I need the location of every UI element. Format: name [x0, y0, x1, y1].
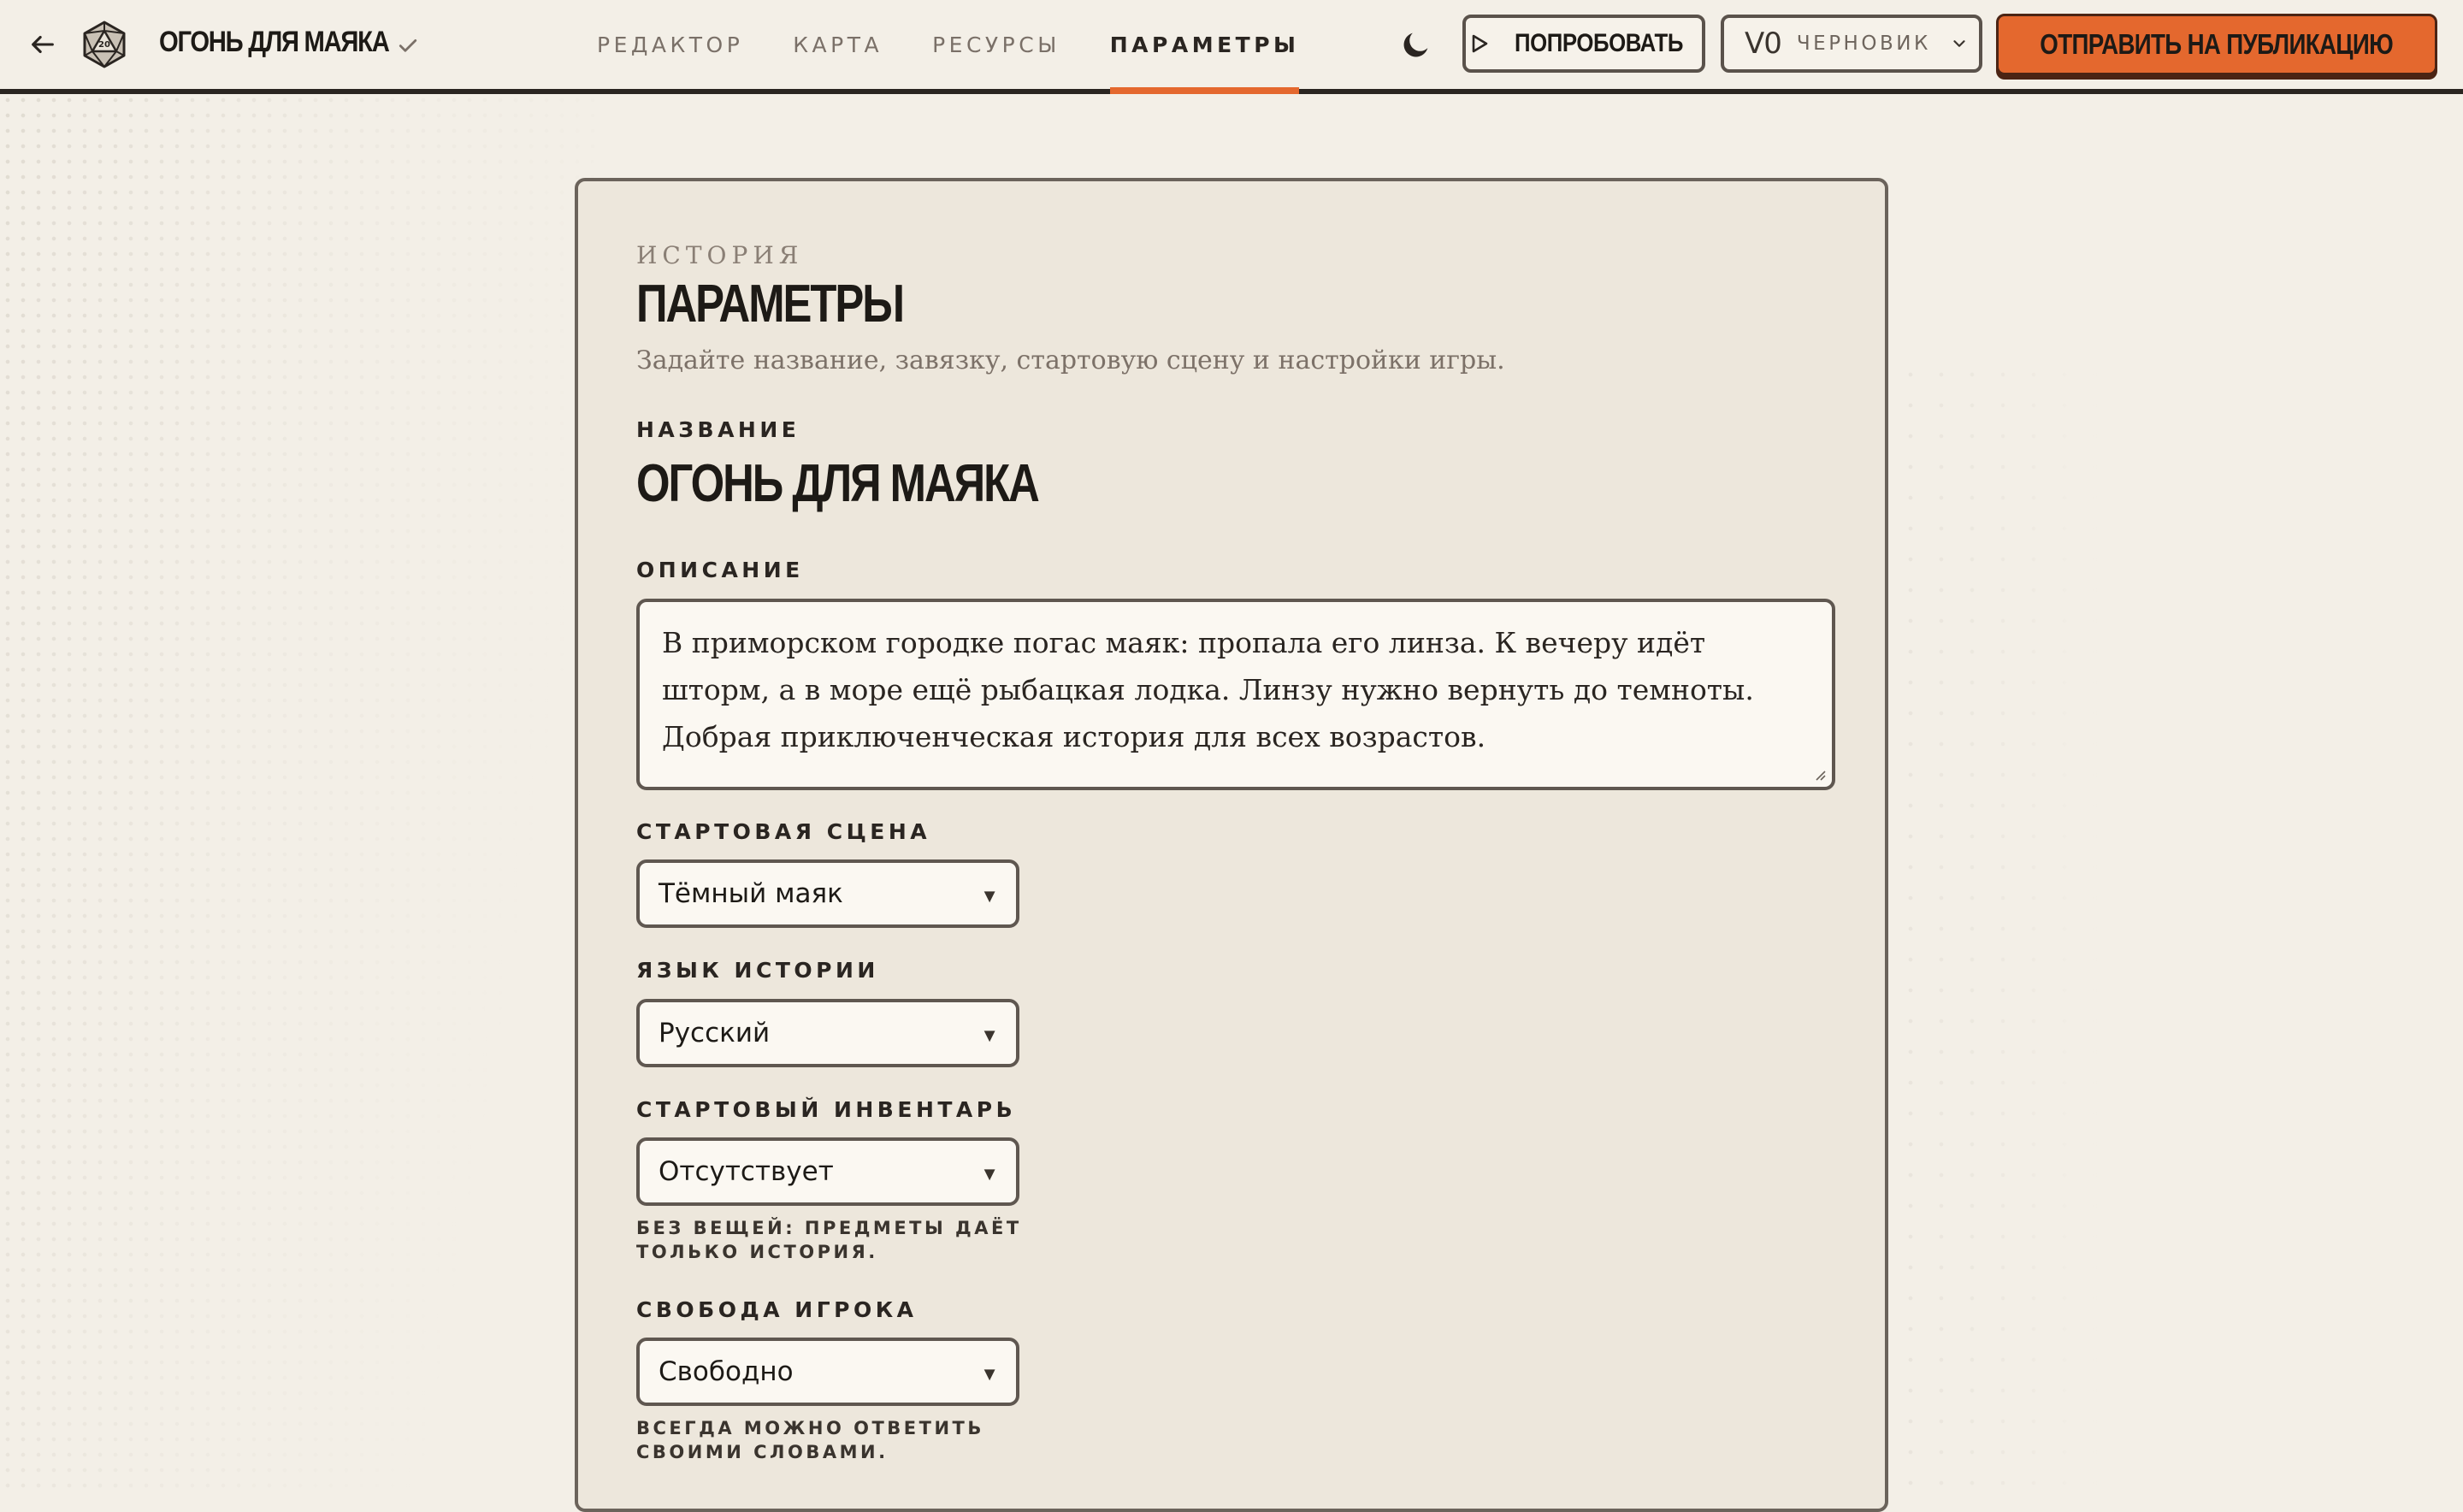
inventory-label: СТАРТОВЫЙ ИНВЕНТАРЬ [636, 1097, 1017, 1122]
story-title: ОГОНЬ ДЛЯ МАЯКА [159, 26, 389, 58]
top-bar [0, 0, 2463, 94]
play-icon [1470, 33, 1489, 54]
freedom-hint: ВСЕГДА МОЖНО ОТВЕТИТЬ СВОИМИ СЛОВАМИ. [636, 1418, 984, 1462]
try-button-label: ПОПРОБОВАТЬ [1515, 29, 1684, 57]
tab-editor[interactable]: РЕДАКТОР [597, 32, 744, 57]
description-text: В приморском городке погас маяк: пропала его линза. К вечеру идёт шторм, а в море ещё рыбацкая лодка. Линзу нужно вернуть до темноты. Добрая приключенческая история для всех возрастов. [662, 626, 1754, 753]
arrow-left-icon [28, 30, 57, 59]
language-select[interactable] [636, 999, 1019, 1067]
start-scene-label: СТАРТОВАЯ СЦЕНА [636, 819, 931, 844]
inventory-hint: БЕЗ ВЕЩЕЙ: ПРЕДМЕТЫ ДАЁТ ТОЛЬКО ИСТОРИЯ. [636, 1218, 1022, 1262]
background-dot-pattern [0, 92, 599, 1491]
language-value: Русский [659, 1018, 771, 1048]
dropdown-arrow-icon: ▼ [980, 1163, 999, 1184]
background-dot-pattern-right [1864, 359, 2206, 1491]
main-tabs [597, 0, 1349, 89]
moon-icon[interactable] [1399, 27, 1433, 62]
description-textarea[interactable] [636, 599, 1835, 790]
svg-text:20: 20 [98, 40, 110, 50]
name-label: НАЗВАНИЕ [636, 417, 800, 442]
chevron-down-icon [1950, 34, 1969, 53]
try-button[interactable] [1462, 15, 1705, 73]
language-label: ЯЗЫК ИСТОРИИ [636, 958, 879, 983]
freedom-label: СВОБОДА ИГРОКА [636, 1297, 918, 1322]
name-field[interactable]: ОГОНЬ ДЛЯ МАЯКА [636, 454, 1038, 513]
version-status: ЧЕРНОВИК [1796, 32, 1931, 55]
d20-die-icon [82, 21, 127, 68]
dropdown-arrow-icon: ▼ [980, 885, 999, 907]
dropdown-arrow-icon: ▼ [980, 1025, 999, 1046]
resize-handle-icon[interactable] [1811, 766, 1827, 782]
tab-parameters[interactable]: ПАРАМЕТРЫ [1110, 0, 1300, 89]
freedom-value: Свободно [659, 1356, 794, 1387]
dropdown-arrow-icon: ▼ [980, 1363, 999, 1385]
tab-resources[interactable]: РЕСУРСЫ [932, 32, 1060, 57]
freedom-select[interactable] [636, 1338, 1019, 1406]
inventory-value: Отсутствует [659, 1156, 834, 1187]
publish-button[interactable] [1996, 14, 2437, 75]
settings-card [575, 178, 1888, 1512]
back-button[interactable] [26, 27, 60, 62]
section-eyebrow: ИСТОРИЯ [636, 241, 804, 269]
check-icon [395, 32, 421, 58]
description-label: ОПИСАНИЕ [636, 558, 804, 582]
version-select[interactable] [1721, 15, 1982, 73]
version-number: V0 [1745, 27, 1781, 61]
page-subtitle: Задайте название, завязку, стартовую сцену и настройки игры. [636, 346, 1505, 375]
tab-map[interactable]: КАРТА [793, 32, 883, 57]
publish-button-label: ОТПРАВИТЬ НА ПУБЛИКАЦИЮ [2040, 28, 2394, 60]
start-scene-value: Тёмный маяк [659, 878, 843, 909]
inventory-select[interactable] [636, 1137, 1019, 1206]
start-scene-select[interactable] [636, 859, 1019, 928]
page-title: ПАРАМЕТРЫ [636, 275, 903, 334]
